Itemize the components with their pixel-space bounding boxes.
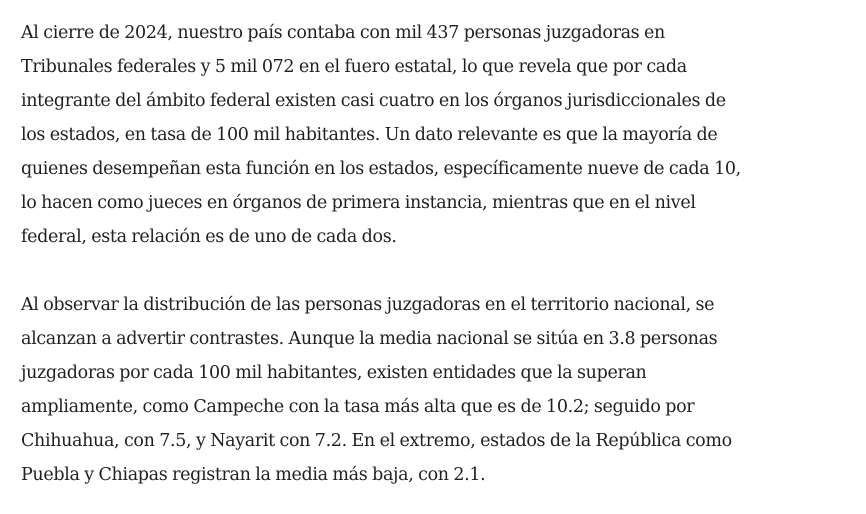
text-line: federal, esta relación es de uno de cada dos. [21,227,397,247]
text-line: los estados, en tasa de 100 mil habitantes. Un dato relevante es que la mayoría de [21,125,718,145]
text-line: integrante del ámbito federal existen casi cuatro en los órganos jurisdiccionales de [21,91,726,111]
paragraph-spacer [21,254,851,288]
text-line: lo hacen como jueces en órganos de primera instancia, mientras que en el nivel [21,193,696,213]
text-line: Chihuahua, con 7.5, y Nayarit con 7.2. En el extremo, estados de la República como [21,431,732,451]
text-line: quienes desempeñan esta función en los estados, específicamente nueve de cada 10, [21,159,741,179]
text-line: Al cierre de 2024, nuestro país contaba con mil 437 personas juzgadoras en [21,23,665,43]
text-line: ampliamente, como Campeche con la tasa más alta que es de 10.2; seguido por [21,397,695,417]
article-body [21,16,851,492]
text-line: Al observar la distribución de las personas juzgadoras en el territorio nacional, se [21,295,715,315]
paragraph-territorial-distribution [21,288,851,492]
text-line: alcanzan a advertir contrastes. Aunque la media nacional se sitúa en 3.8 personas [21,329,718,349]
text-line: Puebla y Chiapas registran la media más baja, con 2.1. [21,465,486,485]
text-line: juzgadoras por cada 100 mil habitantes, existen entidades que la superan [21,363,647,383]
paragraph-judges-count [21,16,851,254]
text-line: Tribunales federales y 5 mil 072 en el fuero estatal, lo que revela que por cada [21,57,687,77]
